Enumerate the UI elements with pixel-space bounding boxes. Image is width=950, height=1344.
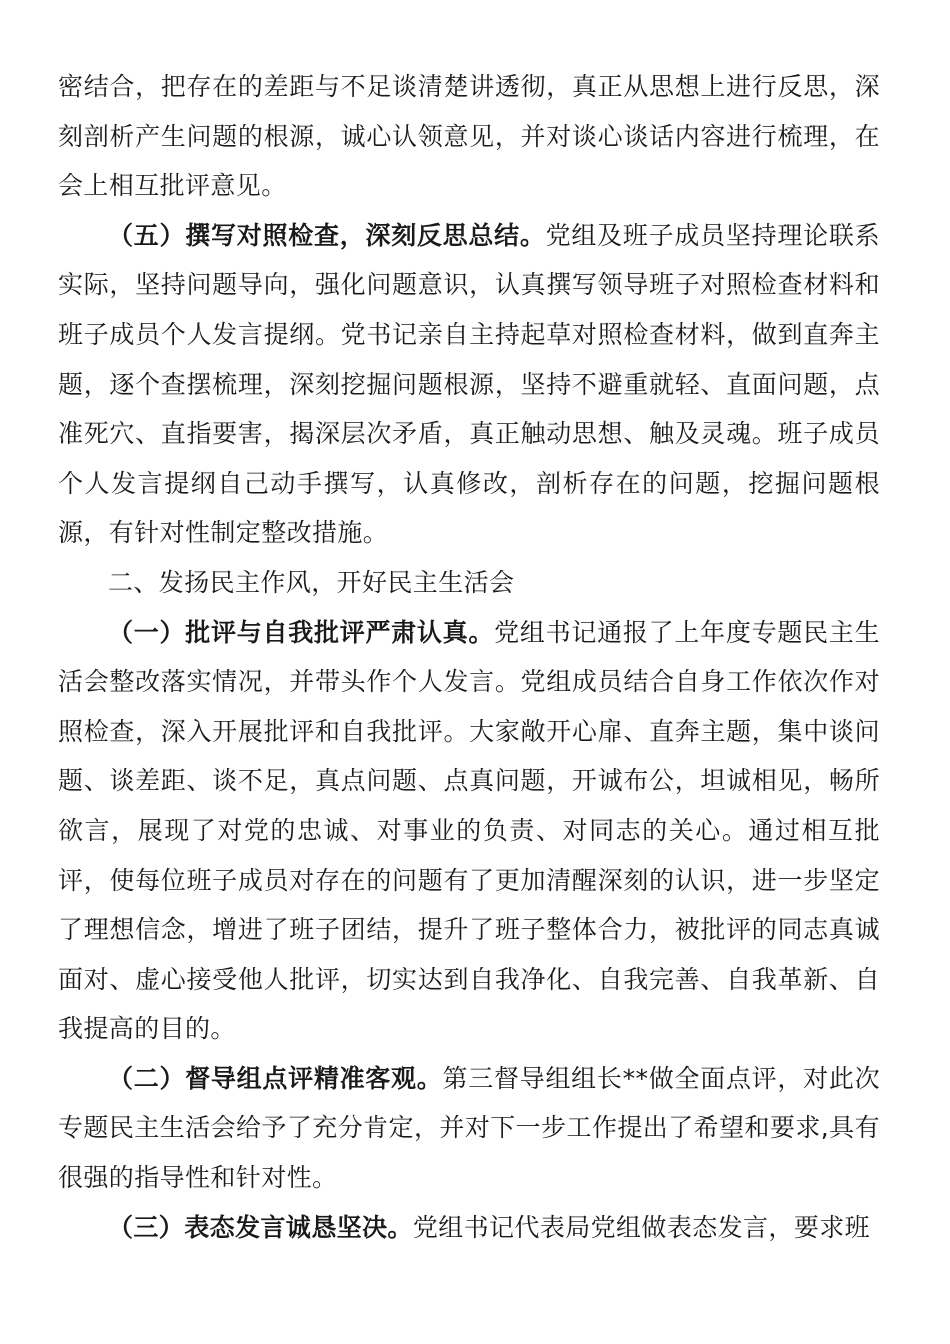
paragraph-subsection-3 — [58, 1203, 880, 1253]
subsection-heading: （三）表态发言诚恳坚决。 — [108, 1212, 413, 1242]
section-title: 二、发扬民主作风，开好民主生活会 — [108, 567, 515, 597]
section-heading-2 — [58, 558, 880, 608]
paragraph-text: 密结合，把存在的差距与不足谈清楚讲透彻，真正从思想上进行反思，深刻剖析产生问题的根源，诚心认领意见，并对谈心谈话内容进行梳理，在会上相互批评意见。 — [58, 72, 880, 201]
paragraph-text: 党组及班子成员坚持理论联系实际，坚持问题导向，强化问题意识，认真撰写领导班子对照检查材料和班子成员个人发言提纲。党书记亲自主持起草对照检查材料，做到直奔主题，逐个查摆梳理，深刻挖掘问题根源，坚持不避重就轻、直面问题，点准死穴、直指要害，揭深层次矛盾，真正触动思想、触及灵魂。班子成员个人发言提纲自己动手撰写，认真修改，剖析存在的问题，挖掘问题根源，有针对性制定整改措施。 — [58, 220, 880, 548]
subsection-heading: （一）批评与自我批评严肃认真。 — [108, 617, 495, 647]
paragraph-text: 第三督导组组长**做全面点评，对此次专题民主生活会给予了充分肯定，并对下一步工作提出了希望和要求,具有很强的指导性和针对性。 — [58, 1063, 881, 1193]
paragraph-subsection-5 — [58, 211, 880, 558]
paragraph-subsection-1 — [58, 608, 880, 1054]
paragraph-subsection-2 — [58, 1054, 880, 1203]
subsection-heading: （五）撰写对照检查，深刻反思总结。 — [108, 220, 546, 250]
paragraph-text: 党组书记代表局党组做表态发言，要求班 — [412, 1212, 871, 1242]
subsection-heading: （二）督导组点评精准客观。 — [108, 1063, 443, 1093]
document-page — [58, 62, 880, 1252]
paragraph-text: 党组书记通报了上年度专题民主生活会整改落实情况，并带头作个人发言。党组成员结合自身工作依次作对照检查，深入开展批评和自我批评。大家敞开心扉、直奔主题，集中谈问题、谈差距、谈不足，真点问题、点真问题，开诚布公，坦诚相见，畅所欲言，展现了对党的忠诚、对事业的负责、对同志的关心。通过相互批评，使每位班子成员对存在的问题有了更加清醒深刻的认识，进一步坚定了理想信念，增进了班子团结，提升了班子整体合力，被批评的同志真诚面对、虚心接受他人批评，切实达到自我净化、自我完善、自我革新、自我提高的目的。 — [58, 617, 880, 1044]
paragraph-continuation — [58, 62, 880, 211]
